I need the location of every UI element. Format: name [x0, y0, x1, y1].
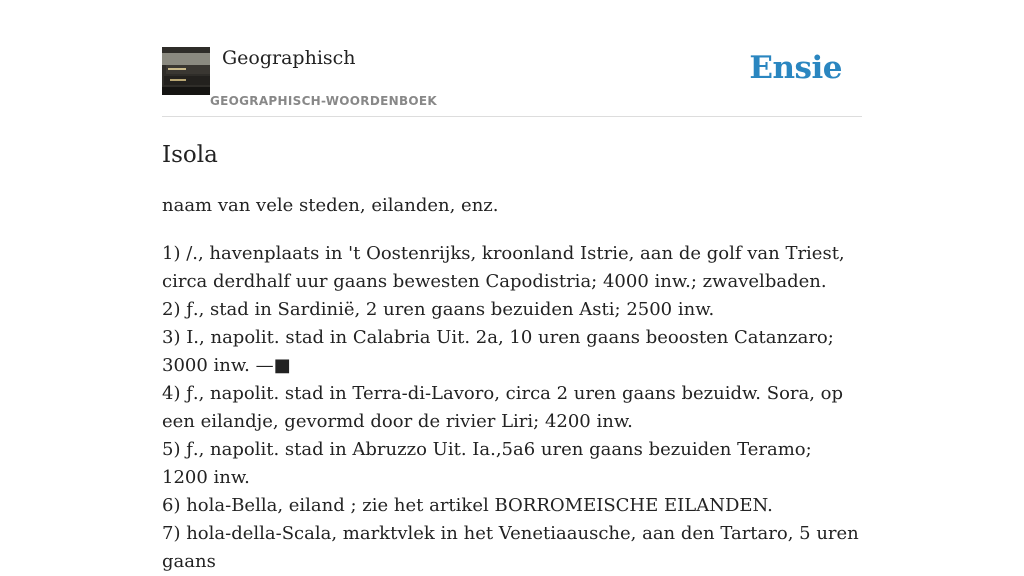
source-avatar[interactable] [162, 47, 210, 95]
entry-title: Isola [162, 142, 218, 168]
entry-item: 5) ƒ., napolit. stad in Abruzzo Uit. Ia.,5a6 uren gaans bezuiden Teramo; 1200 inw. [162, 439, 812, 488]
entry-intro: naam van vele steden, eilanden, enz. [162, 195, 499, 216]
entry-item: 7) hola-della-Scala, marktvlek in het Venetiaausche, aan den Tartaro, 5 uren gaans [162, 523, 859, 572]
entry-item: 2) ƒ., stad in Sardinië, 2 uren gaans bezuiden Asti; 2500 inw. [162, 299, 715, 320]
ensie-logo-link[interactable]: Ensie [749, 50, 842, 86]
source-title[interactable]: Geographisch [222, 47, 356, 69]
source-header [162, 46, 862, 117]
entry-item: 1) /., havenplaats in 't Oostenrijks, kroonland Istrie, aan de golf van Triest, circa derdhalf uur gaans bewesten Capodistria; 4000 inw.; zwavelbaden. [162, 243, 845, 292]
entry-item: 6) hola-Bella, eiland ; zie het artikel BORROMEISCHE EILANDEN. [162, 495, 773, 516]
books-image [162, 47, 210, 95]
entry-content [162, 138, 862, 576]
entry-item: 4) ƒ., napolit. stad in Terra-di-Lavoro, circa 2 uren gaans bezuidw. Sora, op een eilandje, gevormd door de rivier Liri; 4200 inw. [162, 383, 844, 432]
entry-item: 3) I., napolit. stad in Calabria Uit. 2a, 10 uren gaans beoosten Catanzaro; 3000 inw. —■ [162, 327, 834, 376]
source-subtitle[interactable]: GEOGRAPHISCH-WOORDENBOEK [210, 94, 437, 108]
entry-items-list [162, 240, 862, 576]
